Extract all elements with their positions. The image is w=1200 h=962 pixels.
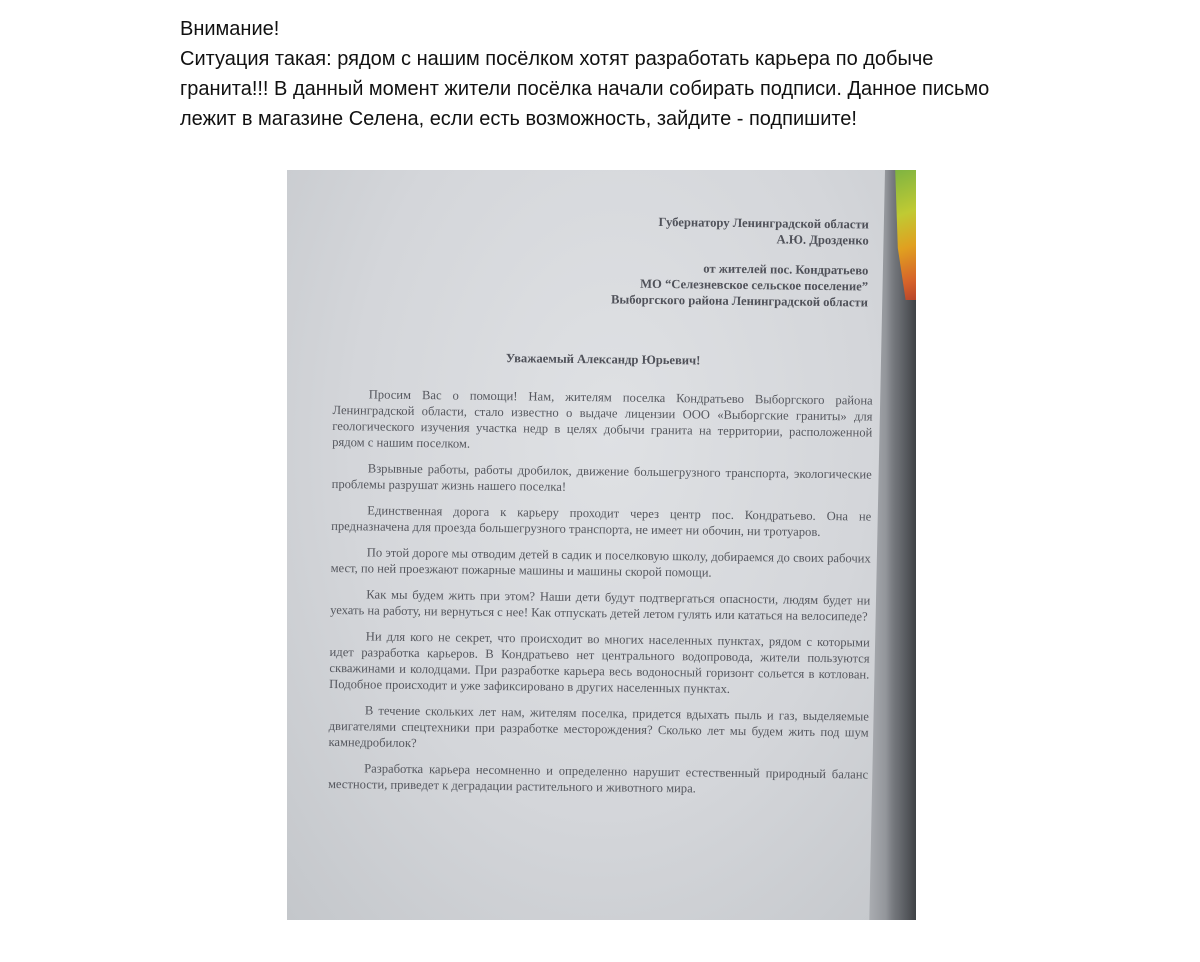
letter-salutation: Уважаемый Александр Юрьевич! [505,351,701,368]
letter-paragraph: Просим Вас о помощи! Нам, жителям поселка Кондратьево Выборгского района Ленинградской области, стало известно о выдаче лицензии ООО «Выборгские граниты» для геологического изучения участка недр в целях добычи гранита на территории, расположенной рядом с нашим поселком. [332,387,873,451]
post-text [180,14,1020,134]
addressee-line: А.Ю. Дрозденко [776,232,869,248]
letter-addressee [334,210,875,311]
sender-line: от жителей пос. Кондратьево [703,261,869,278]
post-body: Ситуация такая: рядом с нашим посёлком хотят разработать карьера по добыче гранита!!! В данный момент жители посёлка начали собирать подписи. Данное письмо лежит в магазине Селена, если есть возможность, зайдите - подпишите! [180,48,990,130]
letter-paragraph: Как мы будем жить при этом? Наши дети будут подтвергаться опасности, людям будет ни уехать на работу, ни вернуться с нее! Как отпускать детей летом гулять или кататься на велосипеде? [330,587,871,624]
letter-paragraph: Взрывные работы, работы дробилок, движение большегрузного транспорта, экологические проблемы разрушат жизнь нашего поселка! [331,461,872,494]
letter-paragraph: По этой дороге мы отводим детей в садик и поселковую школу, добираемся до своих рабочих мест, по ней проезжают пожарные машины и машины скорой помощи. [330,545,871,580]
letter-paragraph: Единственная дорога к карьеру проходит через центр пос. Кондратьево. Она не предназначена для проезда большегрузного транспорта, не имеет ни обочин, ни тротуаров. [331,503,872,539]
addressee-line: Губернатору Ленинградской области [658,214,869,232]
letter-paragraph: В течение скольких лет нам, жителям поселка, придется вдыхать пыль и газ, выделяемые двигателями спецтехники при разработке месторождения? Сколько лет мы будем жить под шум камнедробилок? [328,703,869,751]
letter-content [328,210,875,809]
sender-line: Выборгского района Ленинградской области [610,292,868,310]
post-heading: Внимание! [180,18,280,40]
letter-photo[interactable] [287,170,916,920]
sender-line: МО “Селезневское сельское поселение” [640,276,869,294]
letter-paragraph: Ни для кого не секрет, что происходит во многих населенных пунктах, рядом с которыми идет разработка карьеров. В Кондратьево нет центрального водопровода, жители пользуются скважинами и колодцами. При разработке карьера весь водоносный горизонт сольется в котлован. Подобное происходит и уже зафиксировано в других населенных пунктах. [329,629,870,696]
letter-paragraph: Разработка карьера несомненно и определенно нарушит естественный природный баланс местности, приведет к деградации растительного и животного мира. [327,761,869,796]
